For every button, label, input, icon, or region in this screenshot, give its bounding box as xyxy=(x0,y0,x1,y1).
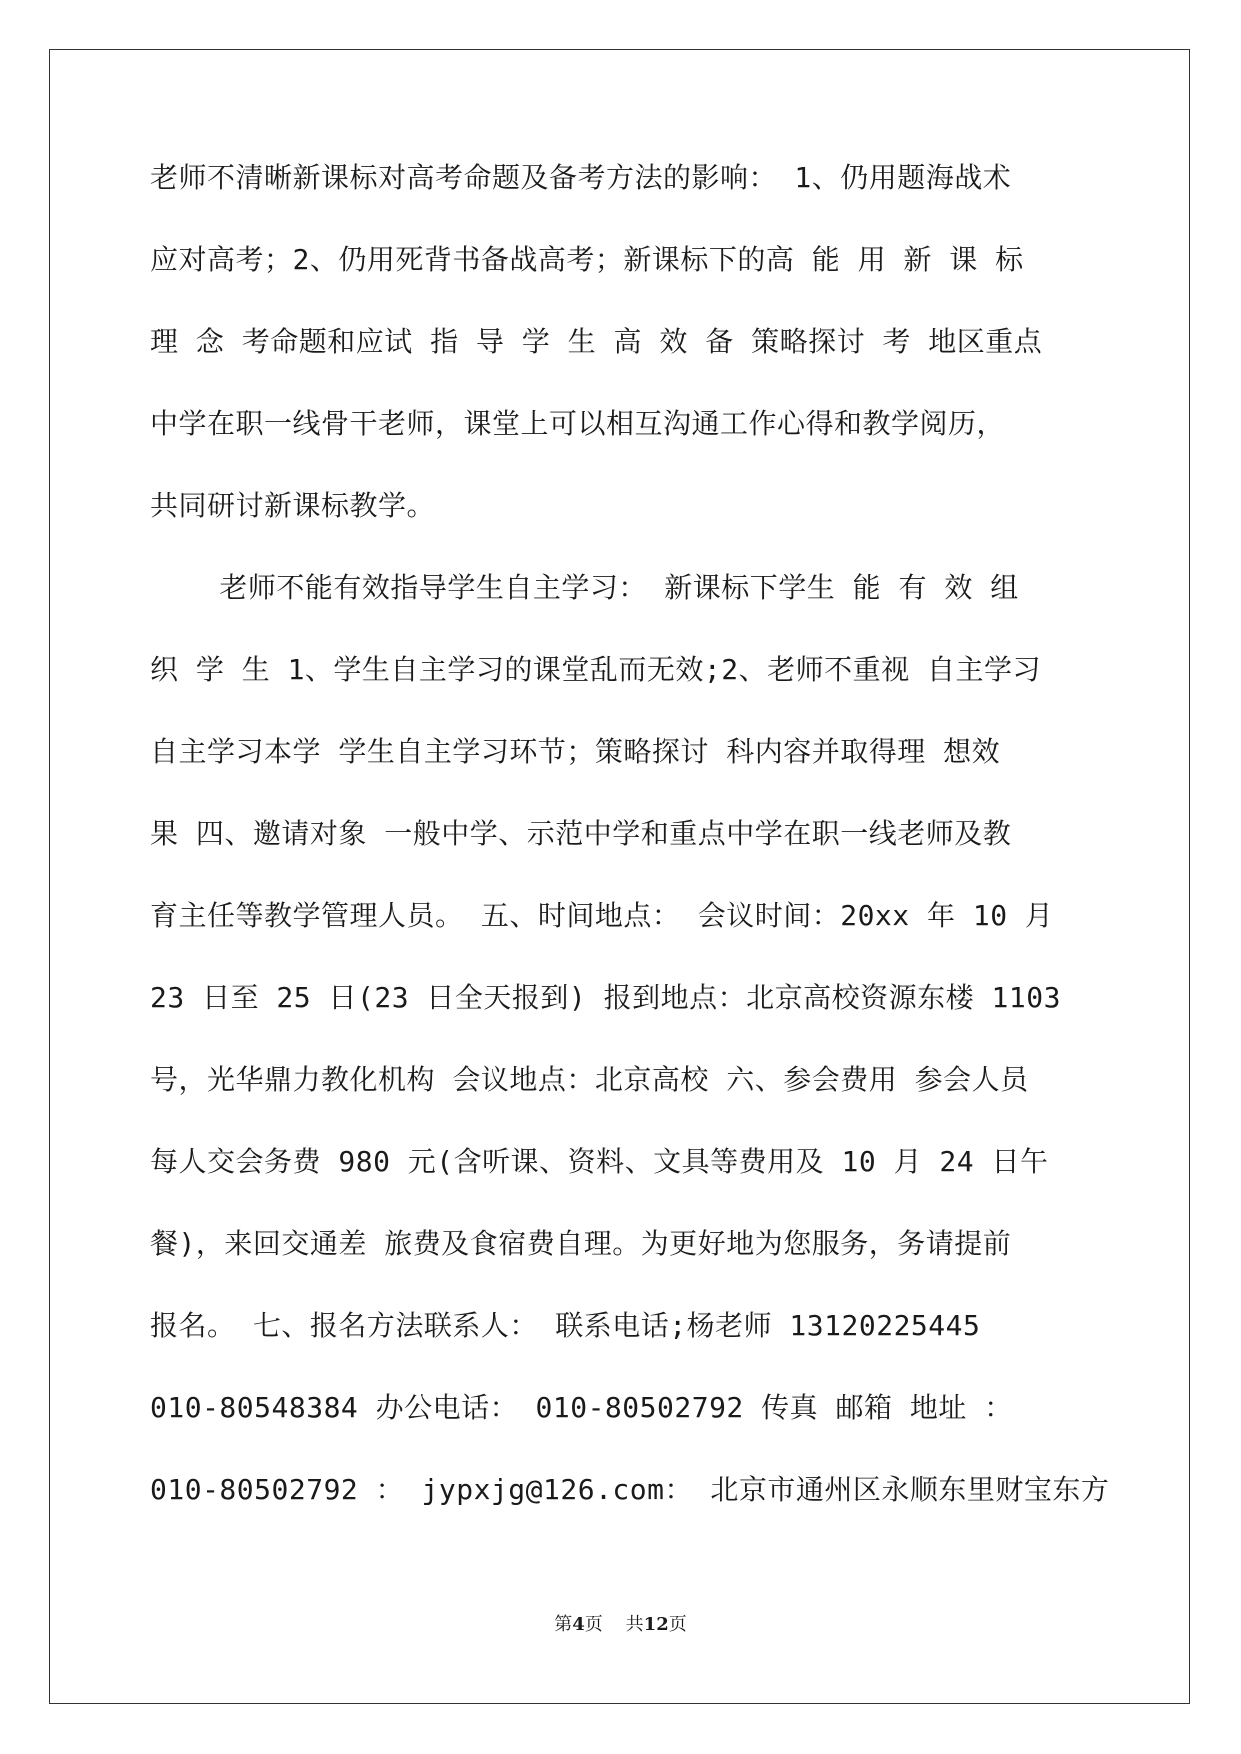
text-line: 应对高考；2、仍用死背书备战高考；新课标下的高 能 用 新 课 标 xyxy=(150,243,1024,276)
text-line: 010-80548384 办公电话： 010-80502792 传真 邮箱 地址 ： xyxy=(150,1391,1013,1424)
text-line: 23 日至 25 日(23 日全天报到) 报到地点：北京高校资源东楼 1103 xyxy=(150,981,1061,1014)
text-line: 报名。 七、报名方法联系人： 联系电话;杨老师 13120225445 xyxy=(150,1309,981,1342)
footer-prefix: 第 xyxy=(554,1614,573,1635)
text-line: 010-80502792 ： jypxjg@126.com： 北京市通州区永顺东里财宝东方 xyxy=(150,1473,1110,1506)
text-line: 育主任等教学管理人员。 五、时间地点： 会议时间：20xx 年 10 月 xyxy=(150,899,1054,932)
text-line: 餐)，来回交通差 旅费及食宿费自理。为更好地为您服务，务请提前 xyxy=(150,1227,1012,1260)
text-line: 老师不清晰新课标对高考命题及备考方法的影响： 1、仍用题海战术 xyxy=(150,161,1012,194)
footer-total-suffix: 页 xyxy=(668,1614,687,1635)
text-line: 织 学 生 1、学生自主学习的课堂乱而无效;2、老师不重视 自主学习 xyxy=(150,653,1042,686)
text-line: 自主学习本学 学生自主学习环节；策略探讨 科内容并取得理 想效 xyxy=(150,735,1001,768)
text-line: 中学在职一线骨干老师，课堂上可以相互沟通工作心得和教学阅历， xyxy=(150,407,1006,440)
text-line: 老师不能有效指导学生自主学习： 新课标下学生 能 有 效 组 xyxy=(150,571,1019,604)
footer-page-suffix: 页 xyxy=(584,1614,603,1635)
page-footer xyxy=(0,1610,1241,1636)
text-line: 理 念 考命题和应试 指 导 学 生 高 效 备 策略探讨 考 地区重点 xyxy=(150,325,1043,358)
page-number: 4 xyxy=(572,1614,585,1635)
text-line: 号，光华鼎力教化机构 会议地点：北京高校 六、参会费用 参会人员 xyxy=(150,1063,1029,1096)
document-body xyxy=(150,160,1110,1554)
footer-total-prefix: 共 xyxy=(625,1614,644,1635)
text-line: 每人交会务费 980 元(含听课、资料、文具等费用及 10 月 24 日午 xyxy=(150,1145,1049,1178)
text-line: 果 四、邀请对象 一般中学、示范中学和重点中学在职一线老师及教 xyxy=(150,817,1012,850)
text-line: 共同研讨新课标教学。 xyxy=(150,489,436,522)
total-pages: 12 xyxy=(643,1614,669,1635)
